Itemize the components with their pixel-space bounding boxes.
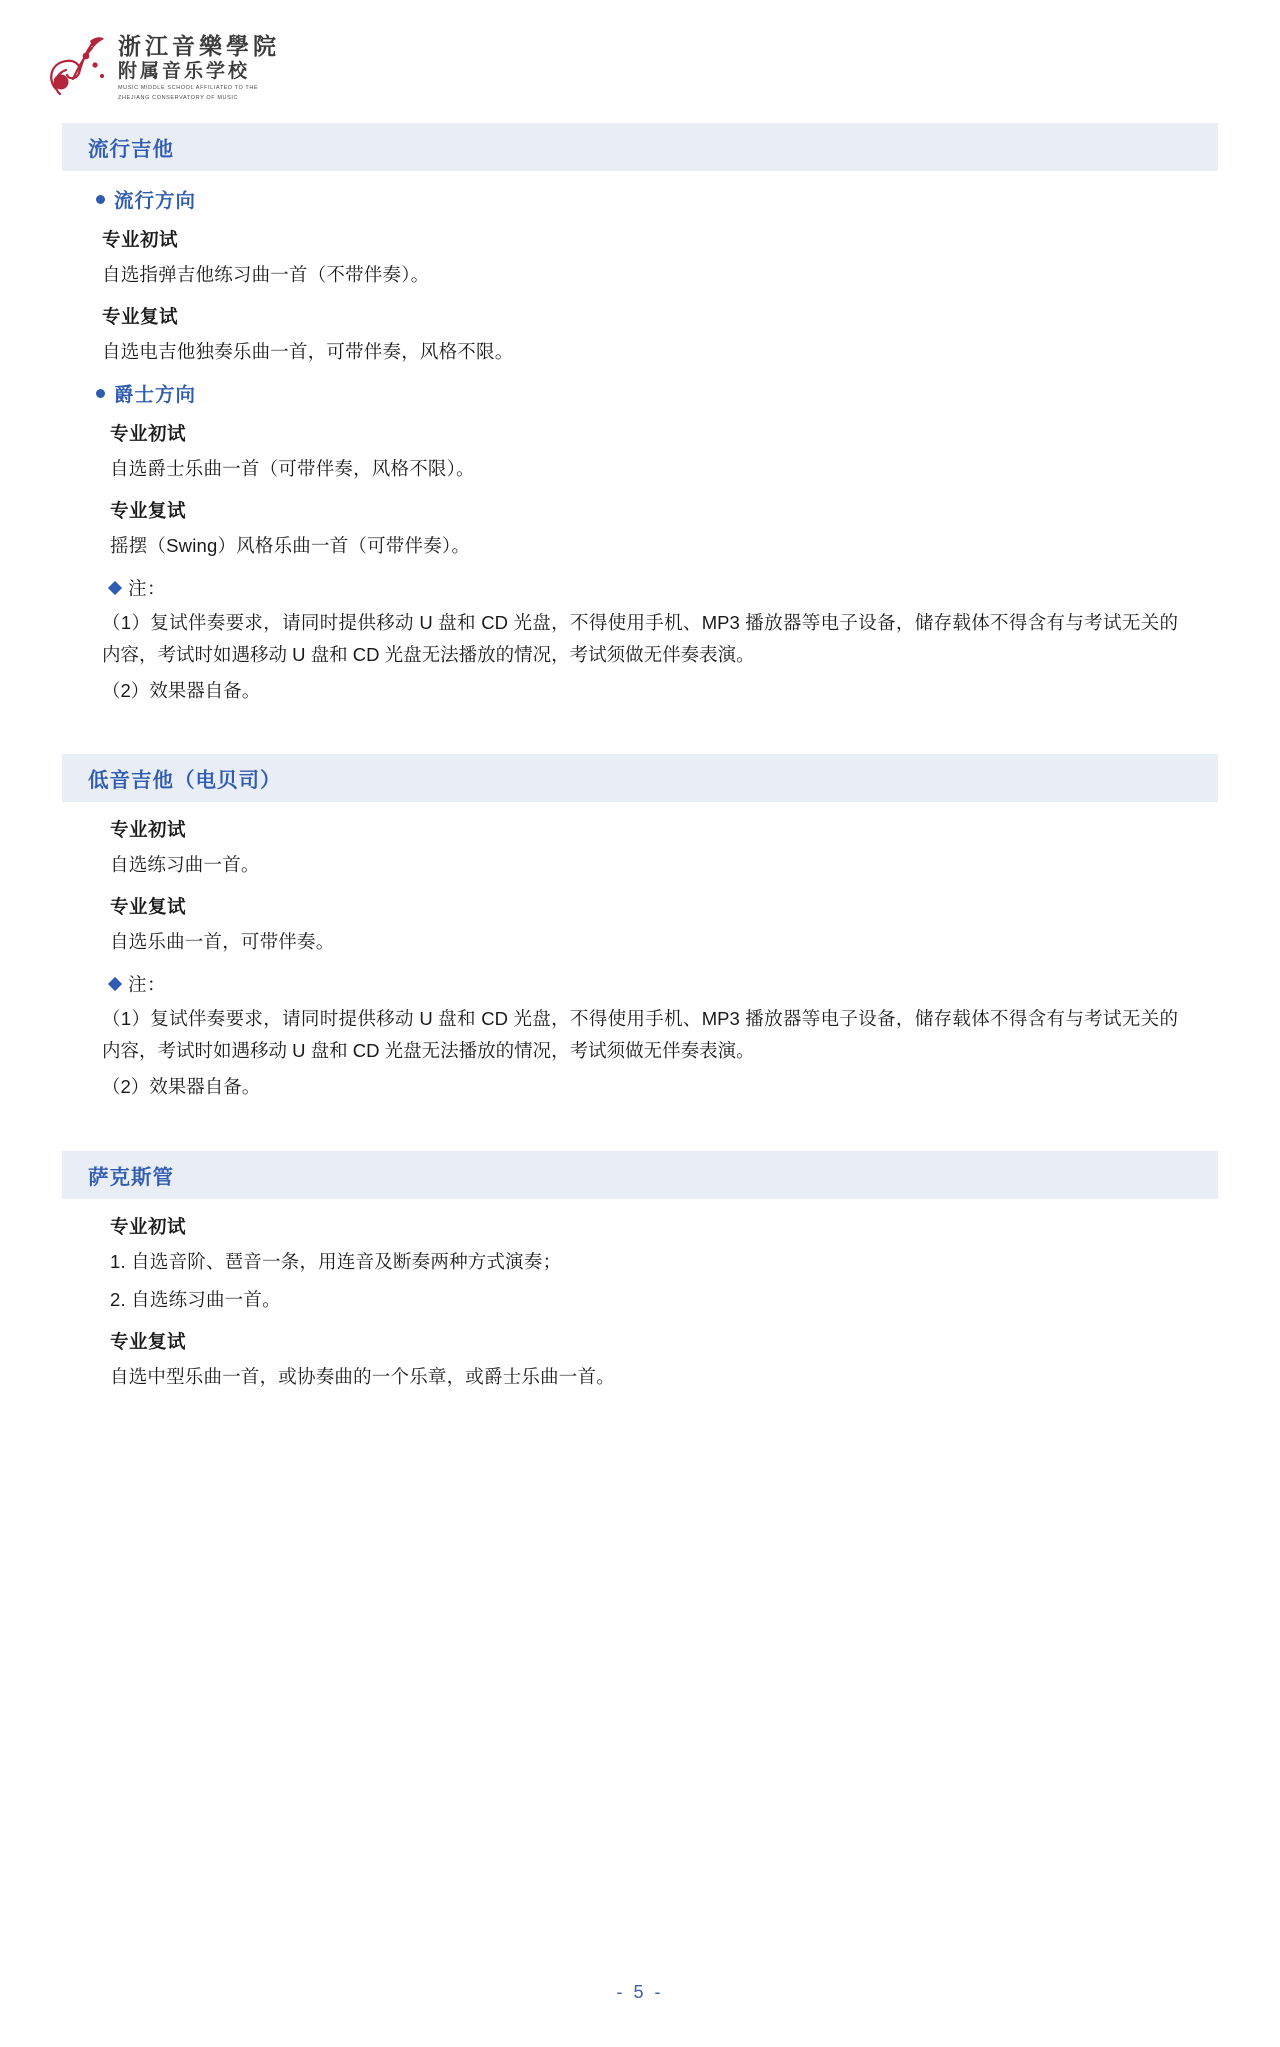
page-header	[0, 0, 1280, 103]
subsection-title: 爵士方向	[114, 384, 197, 407]
note-label: 注：	[128, 577, 167, 599]
section-header-bar	[62, 754, 1218, 802]
exam-stage-label: 专业复试	[110, 1330, 187, 1352]
section-bass-guitar	[62, 754, 1218, 1102]
page-footer	[0, 1982, 1280, 2003]
exam-requirement-text: 摇摆（Swing）风格乐曲一首（可带伴奏）。	[110, 534, 471, 556]
exam-stage-label: 专业复试	[110, 499, 187, 521]
exam-stage-label: 专业初试	[110, 423, 187, 445]
subsection-title: 流行方向	[114, 190, 197, 213]
exam-requirement-text: 自选指弹吉他练习曲一首（不带伴奏）。	[102, 264, 430, 286]
exam-requirement-text: 自选练习曲一首。	[110, 854, 260, 876]
section-saxophone	[62, 1151, 1218, 1392]
institution-name	[118, 30, 280, 103]
section-spacer	[62, 710, 1218, 754]
exam-stage-label: 专业初试	[110, 819, 187, 841]
subsection-jazz-direction	[96, 379, 1218, 407]
exam-requirement-text: 自选乐曲一首，可带伴奏。	[110, 931, 335, 953]
institution-name-cn-primary: 浙江音樂學院	[118, 34, 280, 59]
exam-requirement-text: 自选电吉他独奏乐曲一首，可带伴奏，风格不限。	[102, 341, 514, 363]
institution-name-cn-secondary: 附属音乐学校	[118, 61, 251, 83]
section-title: 低音吉他（电贝司）	[88, 769, 282, 793]
bullet-dot-icon	[96, 389, 105, 398]
exam-requirement-text: 2. 自选练习曲一首。	[110, 1288, 281, 1310]
bullet-dot-icon	[96, 195, 105, 204]
section-header-bar	[62, 123, 1218, 171]
exam-stage-label: 专业复试	[102, 306, 179, 328]
exam-requirement-text: 1. 自选音阶、琶音一条，用连音及断奏两种方式演奏；	[110, 1250, 562, 1272]
section-title: 萨克斯管	[88, 1165, 174, 1189]
exam-stage-label: 专业初试	[110, 1215, 187, 1237]
institution-logo	[46, 30, 280, 103]
page-number: - 5 -	[616, 1982, 664, 2002]
note-label: 注：	[128, 974, 167, 996]
section-header-bar	[62, 1151, 1218, 1199]
diamond-bullet-icon	[108, 581, 122, 595]
institution-name-en-line2: ZHEJIANG CONSERVATORY OF MUSIC	[118, 95, 239, 102]
note-item: （1）复试伴奏要求，请同时提供移动 U 盘和 CD 光盘，不得使用手机、MP3 播放器等电子设备，储存载体不得含有与考试无关的内容，考试时如遇移动 U 盘和 CD 光盘无法播放的情况，考试须做无伴奏表演。	[102, 611, 1178, 665]
exam-requirement-text: 自选中型乐曲一首，或协奏曲的一个乐章，或爵士乐曲一首。	[110, 1365, 615, 1387]
subsection-pop-direction	[96, 185, 1218, 213]
institution-name-en-line1: MUSIC MIDDLE SCHOOL AFFILIATED TO THE	[118, 85, 259, 92]
section-pop-guitar	[62, 123, 1218, 706]
document-content	[0, 103, 1280, 1392]
note-item: （2）效果器自备。	[102, 1075, 261, 1097]
diamond-bullet-icon	[108, 977, 122, 991]
note-header	[110, 971, 1218, 997]
section-spacer	[62, 1107, 1218, 1151]
exam-requirement-text: 自选爵士乐曲一首（可带伴奏，风格不限）。	[110, 458, 475, 480]
note-item: （2）效果器自备。	[102, 679, 261, 701]
exam-stage-label: 专业初试	[102, 229, 179, 251]
note-header	[110, 575, 1218, 601]
section-title: 流行吉他	[88, 138, 174, 162]
music-note-swirl-logo-icon	[46, 32, 108, 102]
exam-stage-label: 专业复试	[110, 896, 187, 918]
note-item: （1）复试伴奏要求，请同时提供移动 U 盘和 CD 光盘，不得使用手机、MP3 播放器等电子设备，储存载体不得含有与考试无关的内容，考试时如遇移动 U 盘和 CD 光盘无法播放的情况，考试须做无伴奏表演。	[102, 1008, 1178, 1062]
